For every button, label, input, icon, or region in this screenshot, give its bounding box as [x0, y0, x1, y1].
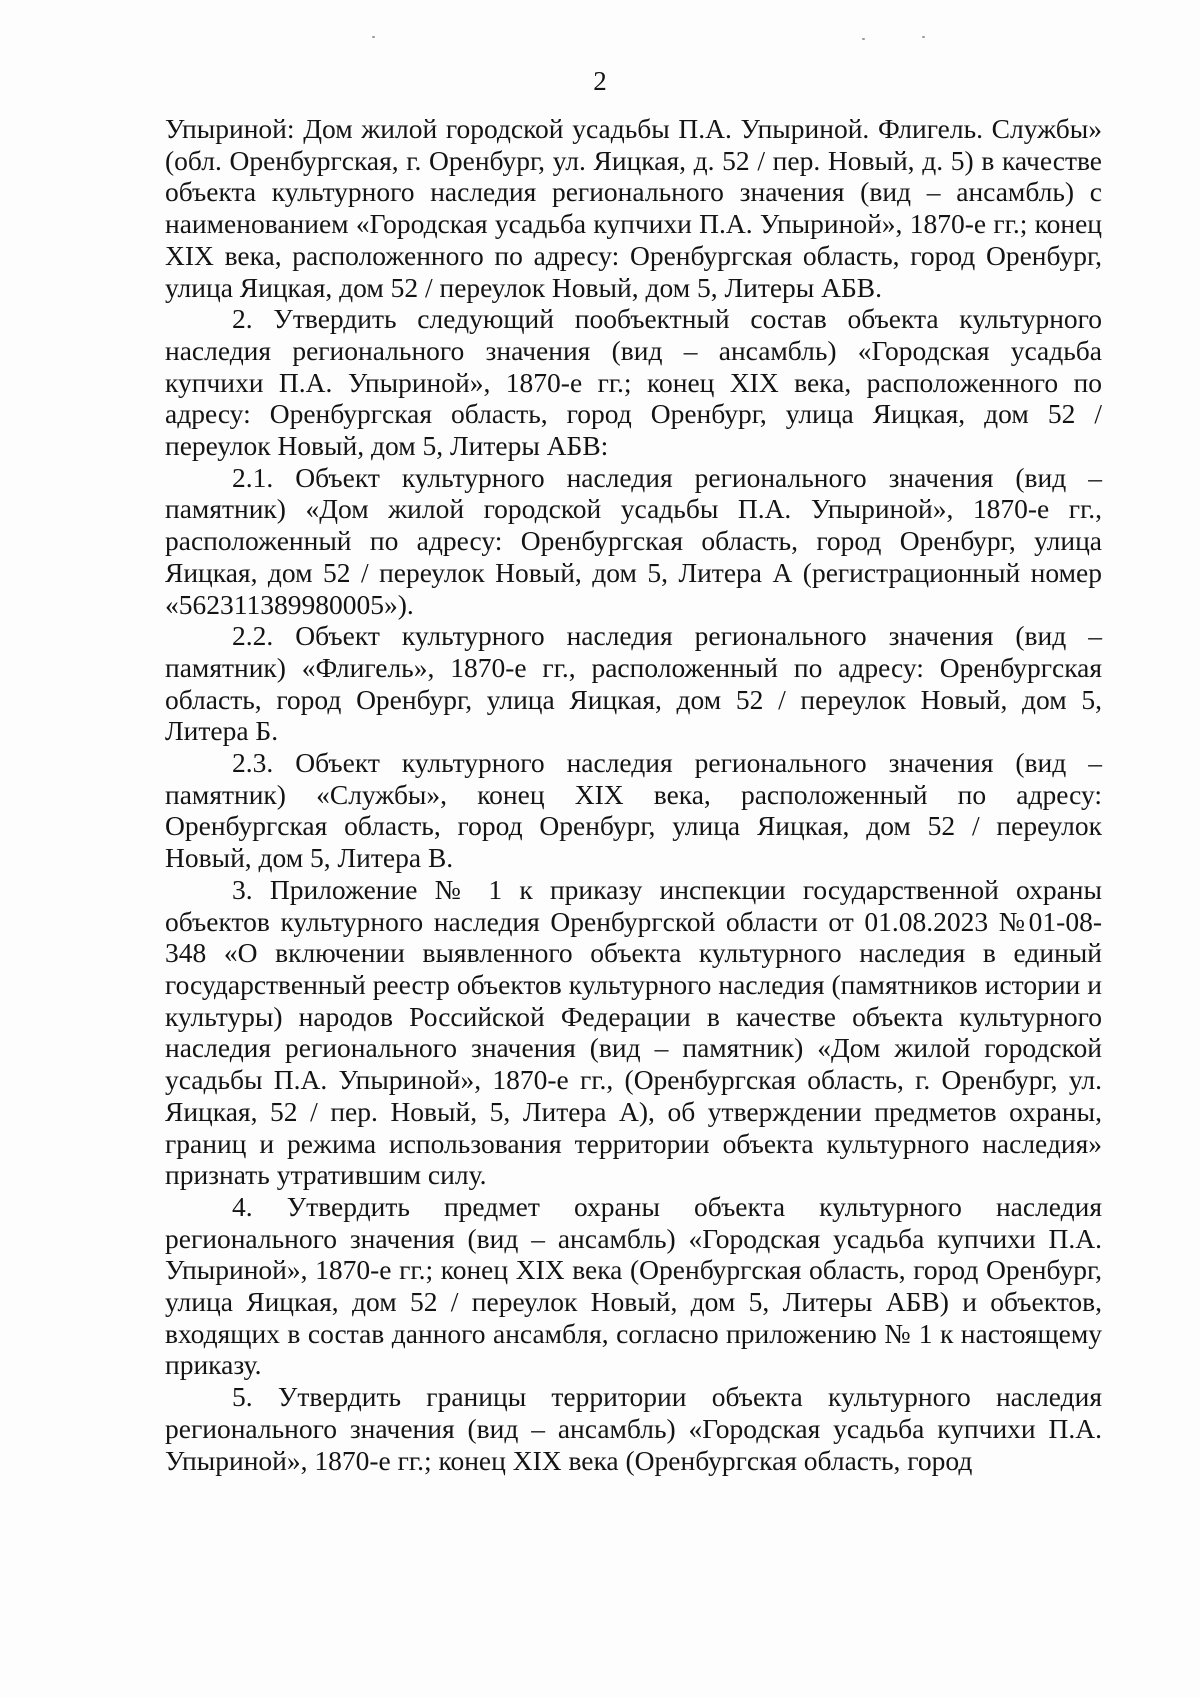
scan-speck	[922, 36, 925, 38]
page-number: 2	[593, 66, 607, 96]
paragraph-item-2-2: 2.2. Объект культурного наследия регионального значения (вид – памятник) «Флигель», 1870-е гг., расположенный по адресу: Оренбургская область, город Оренбург, улица Яицкая, дом 52 / переулок Новый, дом 5, Литера Б.	[165, 620, 1102, 747]
scan-speck	[862, 38, 865, 40]
paragraph-item-2-1: 2.1. Объект культурного наследия регионального значения (вид – памятник) «Дом жилой городской усадьбы П.А. Упыриной», 1870-е гг., расположенный по адресу: Оренбургская область, город Оренбург, улица Яицкая, дом 52 / переулок Новый, дом 5, Литера А (регистрационный номер «562311389980005»).	[165, 461, 1102, 620]
paragraph-continuation: Упыриной: Дом жилой городской усадьбы П.А. Упыриной. Флигель. Службы» (обл. Оренбургская, г. Оренбург, ул. Яицкая, д. 52 / пер. Новый, д. 5) в качестве объекта культурного наследия регионального значения (вид – ансамбль) с наименованием «Городская усадьба купчихи П.А. Упыриной», 1870-е гг.; конец XIX века, расположенного по адресу: Оренбургская область, город Оренбург, улица Яицкая, дом 52 / переулок Новый, дом 5, Литеры АБВ.	[165, 113, 1102, 303]
paragraph-item-2: 2. Утвердить следующий пообъектный состав объекта культурного наследия регионального значения (вид – ансамбль) «Городская усадьба купчихи П.А. Упыриной», 1870-е гг.; конец XIX века, расположенного по адресу: Оренбургская область, город Оренбург, улица Яицкая, дом 52 / переулок Новый, дом 5, Литеры АБВ:	[165, 303, 1102, 462]
scan-speck	[372, 36, 375, 38]
paragraph-item-3: 3. Приложение № 1 к приказу инспекции государственной охраны объектов культурного наследия Оренбургской области от 01.08.2023 №01-08-348 «О включении выявленного объекта культурного наследия в единый государственный реестр объектов культурного наследия (памятников истории и культуры) народов Российской Федерации в качестве объекта культурного наследия регионального значения (вид – памятник) «Дом жилой городской усадьбы П.А. Упыриной», 1870-е гг., (Оренбургская область, г. Оренбург, ул. Яицкая, 52 / пер. Новый, 5, Литера А), об утверждении предметов охраны, границ и режима использования территории объекта культурного наследия» признать утратившим силу.	[165, 873, 1102, 1191]
paragraph-item-4: 4. Утвердить предмет охраны объекта культурного наследия регионального значения (вид – ансамбль) «Городская усадьба купчихи П.А. Упыриной», 1870-е гг.; конец XIX века (Оренбургская область, город Оренбург, улица Яицкая, дом 52 / переулок Новый, дом 5, Литеры АБВ) и объектов, входящих в состав данного ансамбля, согласно приложению № 1 к настоящему приказу.	[165, 1190, 1102, 1381]
paragraph-item-5: 5. Утвердить границы территории объекта культурного наследия регионального значения (вид – ансамбль) «Городская усадьба купчихи П.А. Упыриной», 1870-е гг.; конец XIX века (Оренбургская область, город	[165, 1381, 1102, 1476]
paragraph-item-2-3: 2.3. Объект культурного наследия регионального значения (вид – памятник) «Службы», конец XIX века, расположенный по адресу: Оренбургская область, город Оренбург, улица Яицкая, дом 52 / переулок Новый, дом 5, Литера В.	[165, 747, 1102, 874]
document-body	[165, 113, 1102, 1476]
